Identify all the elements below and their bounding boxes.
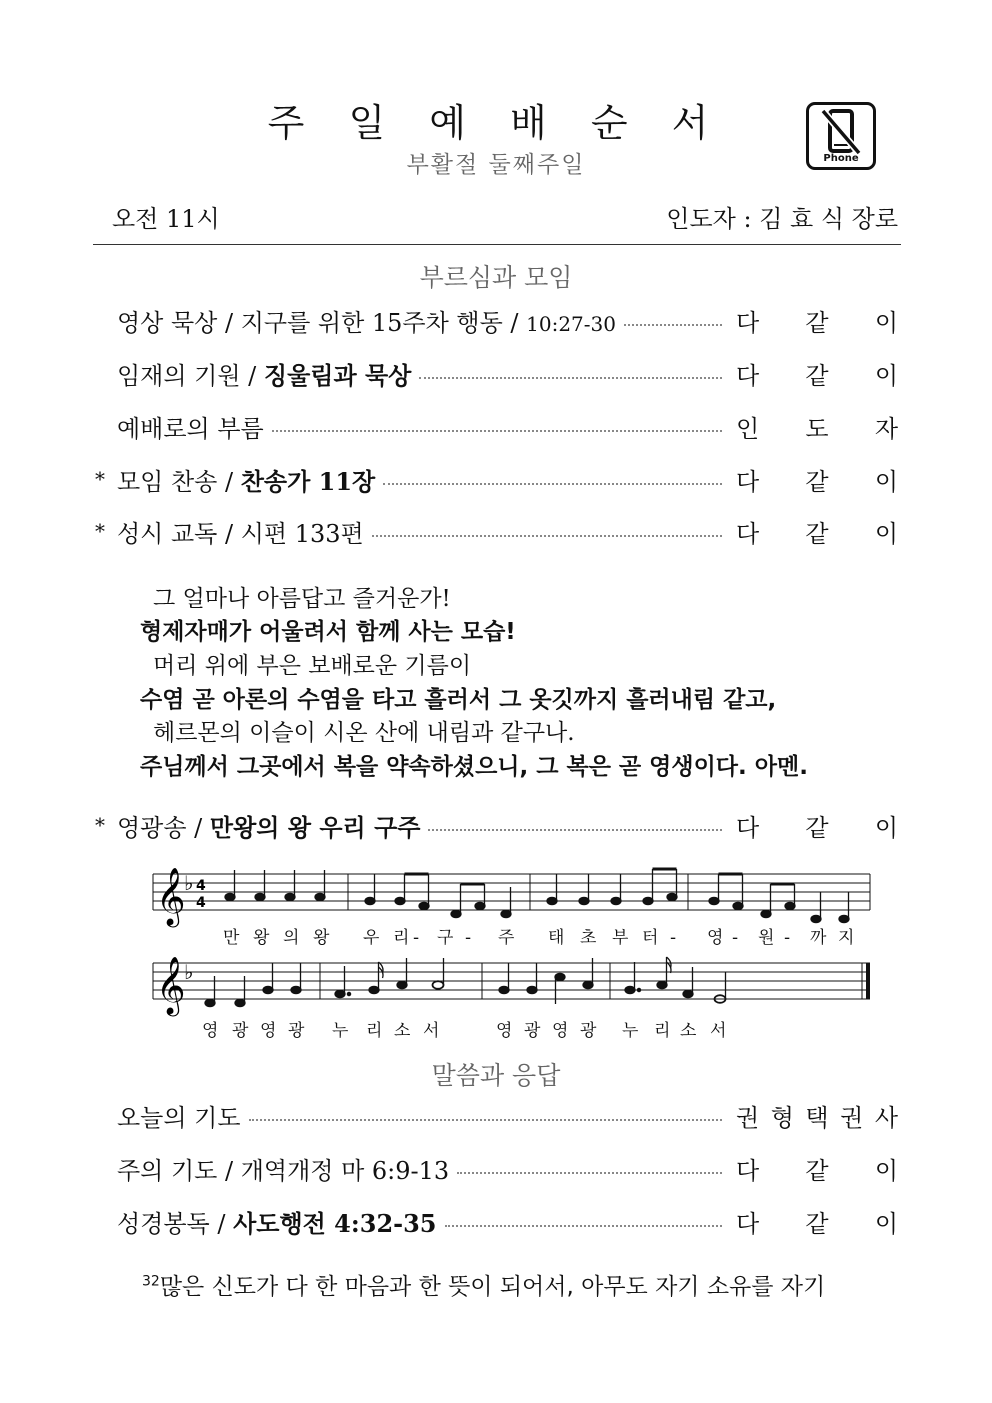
svg-text:왕: 왕	[253, 928, 270, 948]
leader-dots	[445, 1211, 722, 1227]
svg-text:누: 누	[622, 1021, 639, 1041]
psalm-response-line: 주님께서 그곳에서 복을 약속하셨으니, 그 복은 곧 영생이다. 아멘.	[140, 754, 808, 780]
svg-text:우: 우	[363, 928, 380, 948]
svg-text:-: -	[784, 928, 791, 948]
svg-text:왕: 왕	[313, 928, 330, 948]
leader-dots	[272, 416, 722, 432]
item-performer: 인 도 자	[736, 414, 898, 443]
order-item-call-to-worship	[95, 409, 898, 443]
leader-dots	[383, 469, 722, 485]
item-performer: 다 같 이	[736, 1156, 898, 1185]
item-label: 예배로의 부름	[117, 414, 264, 443]
svg-text:-: -	[465, 928, 472, 948]
svg-text:소: 소	[680, 1021, 697, 1041]
psalm-leader-line: 그 얼마나 아름답고 즐거운가!	[153, 586, 451, 612]
item-label: 오늘의 기도	[117, 1103, 241, 1132]
svg-text:-: -	[732, 928, 739, 948]
svg-text:태: 태	[548, 928, 565, 948]
order-item-invocation	[95, 356, 898, 390]
psalm-leader-line: 머리 위에 부은 보배로운 기름이	[153, 653, 472, 679]
item-performer: 다 같 이	[736, 1209, 898, 1238]
svg-text:영: 영	[496, 1021, 513, 1041]
leader-dots	[372, 521, 722, 537]
scripture-text	[142, 1268, 825, 1301]
order-item-gloria	[95, 808, 898, 842]
psalm-response-line: 수염 곧 아론의 수염을 타고 흘러서 그 옷깃까지 흘러내림 같고,	[140, 687, 777, 713]
svg-text:지: 지	[838, 928, 855, 948]
verse-text: 많은 신도가 다 한 마음과 한 뜻이 되어서, 아무도 자기 소유를 자기	[159, 1274, 826, 1300]
time-signature-bottom: 4	[196, 895, 206, 911]
svg-text:부: 부	[612, 928, 629, 948]
flat-sign-icon: ♭	[184, 960, 194, 984]
time-signature-top: 4	[196, 878, 206, 894]
leader-dots	[457, 1158, 722, 1174]
item-label: 임재의 기원 /	[117, 361, 264, 390]
lyrics-line-1	[223, 927, 854, 948]
service-time: 오전 11시	[112, 205, 220, 233]
order-item-prayer	[95, 1098, 898, 1132]
svg-text:초: 초	[580, 928, 597, 948]
section-gathering: 부르심과 모임	[419, 263, 573, 292]
no-phone-icon	[809, 107, 873, 157]
svg-text:까: 까	[810, 928, 827, 948]
item-label: 성시 교독 / 시편 133편	[117, 519, 364, 548]
item-label: 모임 찬송 /	[117, 467, 241, 496]
item-label: 성경봉독 /	[117, 1209, 234, 1238]
standing-mark: *	[95, 467, 105, 491]
service-leader: 인도자 : 김 효 식 장로	[666, 205, 898, 233]
section-word: 말씀과 응답	[431, 1061, 561, 1090]
svg-text:리: 리	[366, 1021, 383, 1041]
leader-dots	[249, 1105, 722, 1121]
svg-text:광: 광	[524, 1021, 541, 1041]
treble-clef-icon: 𝄞	[156, 956, 186, 1014]
staff-1	[153, 874, 870, 910]
item-label: 영상 묵상 / 지구를 위한 15주차 행동 /	[117, 308, 527, 337]
svg-text:리: 리	[654, 1021, 671, 1041]
svg-text:-: -	[670, 928, 677, 948]
svg-text:터: 터	[642, 928, 659, 948]
standing-mark: *	[95, 813, 105, 837]
svg-text:광: 광	[232, 1021, 249, 1041]
item-label-bold: 징울림과 묵상	[263, 360, 412, 390]
staff-2	[153, 963, 870, 999]
psalm-leader-line: 헤르몬의 이슬이 시온 산에 내림과 같구나.	[153, 720, 575, 746]
psalm-response-line: 형제자매가 어울려서 함께 사는 모습!	[140, 619, 516, 645]
svg-text:구: 구	[437, 928, 454, 948]
standing-mark: *	[95, 519, 105, 543]
order-item-responsive-reading	[95, 514, 898, 548]
item-label-bold: 사도행전 4:32-35	[233, 1208, 437, 1238]
svg-text:영: 영	[552, 1021, 569, 1041]
item-label-small: 10:27-30	[526, 311, 616, 336]
item-performer: 권 형 택 권 사	[736, 1103, 898, 1132]
order-item-scripture-reading	[95, 1204, 898, 1238]
svg-text:만: 만	[223, 928, 240, 948]
header-divider	[93, 244, 901, 245]
no-phone-badge	[806, 102, 876, 170]
item-performer: 다 같 이	[736, 361, 898, 390]
svg-text:의: 의	[283, 928, 300, 948]
leader-dots	[624, 310, 722, 326]
svg-text:서: 서	[423, 1021, 440, 1041]
svg-text:원: 원	[758, 928, 775, 948]
svg-text:영: 영	[260, 1021, 277, 1041]
music-score	[148, 860, 878, 1050]
item-label: 주의 기도 / 개역개정 마 6:9-13	[117, 1156, 450, 1185]
item-label-bold: 찬송가 11장	[240, 466, 376, 496]
verse-number: 32	[142, 1273, 160, 1290]
svg-text:영: 영	[202, 1021, 219, 1041]
item-label: 영광송 /	[117, 813, 210, 842]
item-performer: 다 같 이	[736, 813, 898, 842]
order-item-video-meditation	[95, 303, 898, 337]
page-subtitle: 부활절 둘째주일	[406, 152, 586, 178]
flat-sign-icon: ♭	[184, 871, 194, 895]
svg-text:영: 영	[707, 928, 724, 948]
leader-dots	[428, 815, 722, 831]
phone-label: Phone	[823, 153, 859, 164]
item-performer: 다 같 이	[736, 467, 898, 496]
leader-dots	[419, 363, 722, 379]
item-label-bold: 만왕의 왕 우리 구주	[209, 812, 421, 842]
svg-text:광: 광	[580, 1021, 597, 1041]
svg-text:광: 광	[288, 1021, 305, 1041]
svg-text:누: 누	[332, 1021, 349, 1041]
order-item-opening-hymn	[95, 462, 898, 496]
page-title: 주 일 예 배 순 서	[267, 101, 725, 145]
svg-text:주: 주	[498, 928, 515, 948]
svg-text:리: 리	[393, 928, 410, 948]
item-performer: 다 같 이	[736, 308, 898, 337]
svg-text:서: 서	[710, 1021, 727, 1041]
order-item-lords-prayer	[95, 1151, 898, 1185]
notes-line-1	[225, 869, 849, 923]
treble-clef-icon: 𝄞	[156, 867, 186, 925]
lyrics-line-2	[202, 1020, 726, 1041]
svg-text:소: 소	[394, 1021, 411, 1041]
svg-text:-: -	[413, 928, 420, 948]
item-performer: 다 같 이	[736, 519, 898, 548]
